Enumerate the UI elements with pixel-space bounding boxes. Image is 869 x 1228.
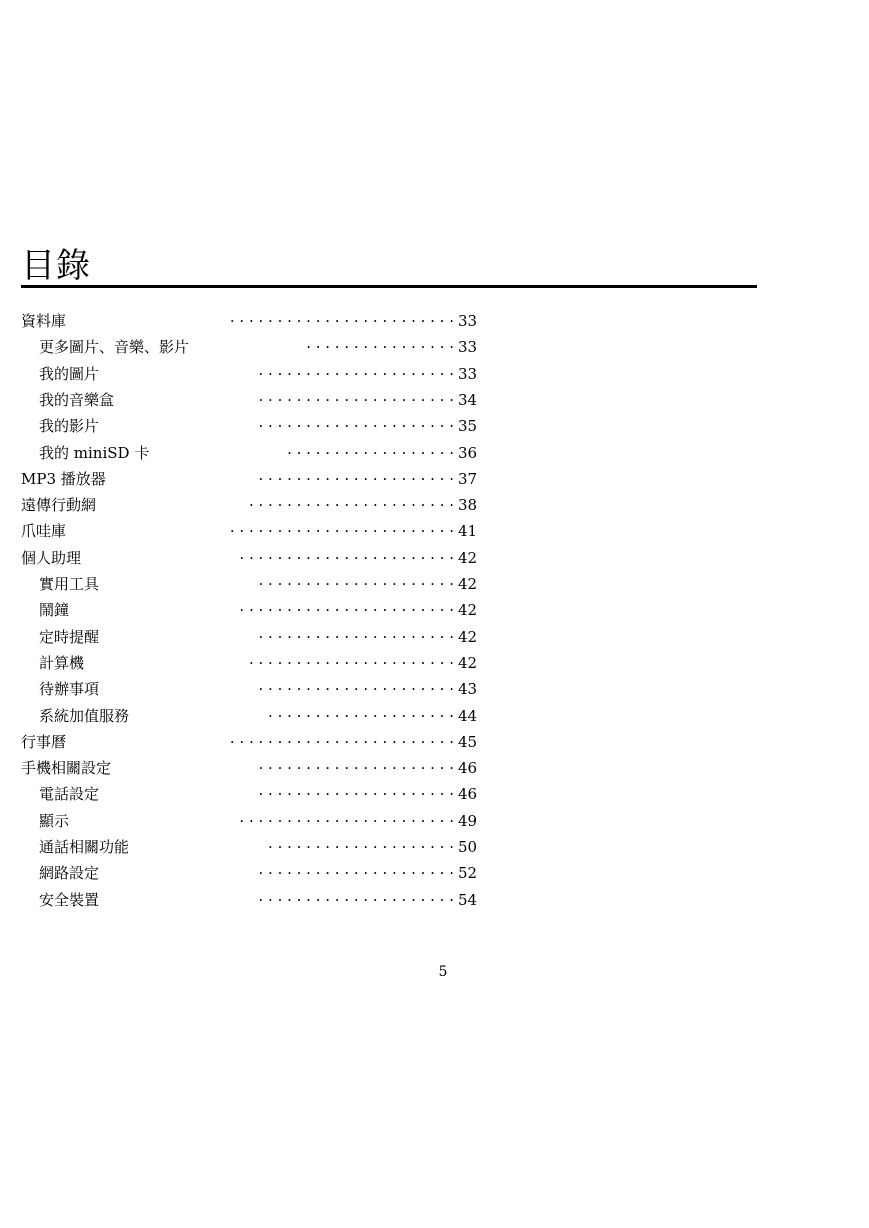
toc-entry-label: 個人助理: [21, 548, 82, 567]
toc-entry-label: 實用工具: [39, 575, 100, 593]
toc-entry-page: 42: [458, 627, 478, 646]
toc-entry-page: 52: [458, 864, 478, 883]
toc-entry-page: 50: [458, 838, 478, 856]
toc-entry-label: 遠傳行動網: [21, 496, 97, 515]
toc-entry-label: 顯示: [39, 811, 70, 830]
toc-entry-page: 43: [458, 680, 478, 699]
toc-entry-page: 54: [458, 890, 478, 909]
toc-entry-page: 36: [458, 443, 478, 462]
toc-entry[interactable]: [0, 860, 869, 886]
toc-entry-page: 35: [458, 417, 478, 436]
toc-entry[interactable]: [0, 650, 869, 676]
toc-leader-dots: · · · · · · · · · · · · · · · · · · · · ·: [258, 680, 454, 699]
toc-leader-dots: · · · · · · · · · · · · · · · · · · · · · · · ·: [229, 312, 454, 330]
page-number: 5: [438, 964, 448, 980]
toc-entry[interactable]: [0, 834, 869, 860]
toc-leader-dots: · · · · · · · · · · · · · · · · · · · · ·: [258, 417, 454, 436]
toc-leader-dots: · · · · · · · · · · · · · · · · · · · ·: [268, 838, 454, 856]
toc-entry-label: 定時提醒: [39, 627, 100, 646]
toc-entry[interactable]: [0, 334, 869, 360]
toc-entry-label: 網路設定: [39, 864, 100, 883]
toc-entry-page: 33: [458, 364, 478, 383]
toc-entry-page: 41: [458, 522, 478, 541]
toc-leader-dots: · · · · · · · · · · · · · · · · · · · · · ·: [248, 653, 454, 672]
toc-leader-dots: · · · · · · · · · · · · · · · · · · · · ·: [258, 890, 454, 909]
toc-entry-label: 鬧鐘: [39, 601, 70, 620]
toc-leader-dots: · · · · · · · · · · · · · · · · · · · · ·: [258, 390, 454, 409]
toc-entry-label: 待辦事項: [39, 680, 100, 699]
toc-leader-dots: · · · · · · · · · · · · · · · · · · · · · · · ·: [229, 522, 454, 541]
toc-entry-label: 更多圖片、音樂、影片: [39, 338, 190, 357]
toc-entry-page: 38: [458, 496, 478, 515]
toc-entry-label: 資料庫: [21, 312, 67, 330]
toc-entry-label: 我的影片: [39, 417, 100, 436]
toc-entry[interactable]: [0, 518, 869, 544]
toc-entry[interactable]: [0, 361, 869, 387]
toc-entry-label: 我的 miniSD 卡: [39, 443, 150, 462]
toc-entry[interactable]: [0, 703, 869, 729]
toc-leader-dots: · · · · · · · · · · · · · · · · · · · · · · ·: [239, 548, 454, 567]
toc-leader-dots: · · · · · · · · · · · · · · · · · · · · · · · ·: [229, 732, 454, 751]
toc-entry[interactable]: [0, 492, 869, 518]
toc-leader-dots: · · · · · · · · · · · · · · · · · · · · · ·: [248, 496, 454, 515]
toc-entry[interactable]: [0, 808, 869, 834]
toc-entry-page: 42: [458, 575, 478, 593]
toc-entry-label: 安全裝置: [39, 890, 100, 909]
toc-entry-page: 45: [458, 732, 478, 751]
toc-entry-page: 42: [458, 653, 478, 672]
title-underline: [21, 285, 757, 288]
toc-leader-dots: · · · · · · · · · · · · · · · · · ·: [287, 443, 454, 462]
toc-leader-dots: · · · · · · · · · · · · · · · · · · · ·: [268, 706, 454, 725]
toc-entry[interactable]: [0, 571, 869, 597]
toc-entry-label: 我的音樂盒: [39, 390, 115, 409]
toc-entry[interactable]: [0, 387, 869, 413]
toc-entry-page: 37: [458, 469, 478, 488]
toc-entry[interactable]: [0, 729, 869, 755]
toc-entry[interactable]: [0, 440, 869, 466]
toc-leader-dots: · · · · · · · · · · · · · · · · · · · · ·: [258, 575, 454, 593]
toc-leader-dots: · · · · · · · · · · · · · · · · · · · · · · ·: [239, 601, 454, 620]
toc-leader-dots: · · · · · · · · · · · · · · · · · · · · ·: [258, 785, 454, 804]
toc-entry-page: 49: [458, 811, 478, 830]
toc-entry[interactable]: [0, 755, 869, 781]
toc-entry-page: 33: [458, 312, 478, 330]
page-title: 目錄: [21, 246, 91, 286]
toc-entry-page: 42: [458, 548, 478, 567]
toc-leader-dots: · · · · · · · · · · · · · · · · · · · · ·: [258, 864, 454, 883]
toc-entry-label: 電話設定: [39, 785, 100, 804]
toc-entry-page: 34: [458, 390, 478, 409]
toc-leader-dots: · · · · · · · · · · · · · · · · · · · · · · ·: [239, 811, 454, 830]
toc-entry[interactable]: [0, 624, 869, 650]
toc-leader-dots: · · · · · · · · · · · · · · · ·: [306, 338, 454, 357]
toc-entry[interactable]: [0, 781, 869, 807]
toc-entry-page: 46: [458, 785, 478, 804]
toc-entry[interactable]: [0, 676, 869, 702]
toc-entry-label: 系統加值服務: [39, 706, 130, 725]
toc-leader-dots: · · · · · · · · · · · · · · · · · · · · ·: [258, 627, 454, 646]
toc-entry-label: 手機相關設定: [21, 759, 112, 778]
toc-entry[interactable]: [0, 308, 869, 334]
toc-leader-dots: · · · · · · · · · · · · · · · · · · · · ·: [258, 759, 454, 778]
toc-entry-label: 我的圖片: [39, 364, 100, 383]
toc-entry[interactable]: [0, 413, 869, 439]
toc-leader-dots: · · · · · · · · · · · · · · · · · · · · ·: [258, 469, 454, 488]
toc-entry[interactable]: [0, 887, 869, 913]
toc-entry[interactable]: [0, 466, 869, 492]
toc-entry-page: 42: [458, 601, 478, 620]
toc-entry-label: 爪哇庫: [21, 522, 67, 541]
toc-entry-label: MP3 播放器: [21, 469, 106, 488]
toc-entry-label: 計算機: [39, 653, 85, 672]
toc-entry[interactable]: [0, 597, 869, 623]
toc-entry-label: 行事曆: [21, 732, 67, 751]
toc-leader-dots: · · · · · · · · · · · · · · · · · · · · ·: [258, 364, 454, 383]
toc-entry-page: 46: [458, 759, 478, 778]
toc-entry[interactable]: [0, 545, 869, 571]
toc-entry-label: 通話相關功能: [39, 838, 130, 856]
toc-entry-page: 33: [458, 338, 478, 357]
toc-entry-page: 44: [458, 706, 478, 725]
